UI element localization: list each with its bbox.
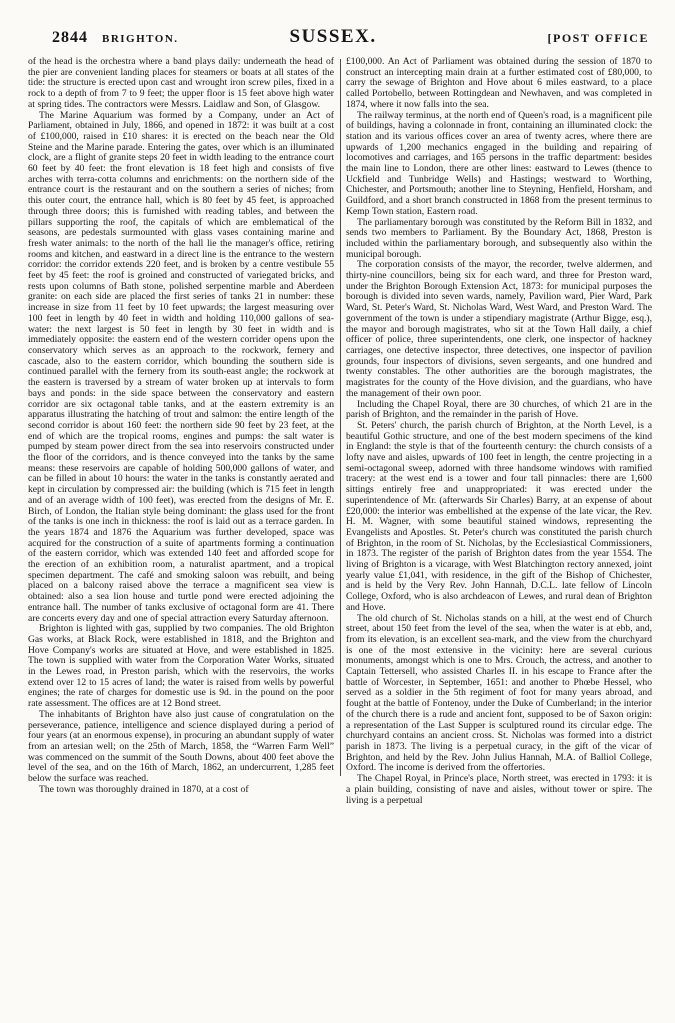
running-head-county: SUSSEX.: [289, 26, 377, 47]
paragraph-drainage-start: The town was thoroughly drained in 1870, at a cost of: [39, 783, 249, 795]
paragraph-chapel-royal: The Chapel Royal, in Prince's place, North street, was erected in 1793: it is a plain building, consisting of nave and aisles, without tower or spire. The living is a perpetual: [346, 773, 652, 806]
paragraph-artesian-well: The inhabitants of Brighton have also just cause of congratulation on the perseverance, patience, intelligence and science displayed during a period of four years (at an enormous expense), in procuring an abundant supply of water from an artesian well; on the 25th of March, 1858, the “Warren Farm Well” was commenced on the summit of the South Downs, about 400 feet above the level of the sea, and on the 16th of March, 1862, an undercurrent, 1,285 feet below the surface was reached.: [28, 708, 334, 785]
running-head-place: BRIGHTON.: [102, 33, 179, 45]
running-header: [28, 26, 653, 48]
header-left: [52, 29, 179, 47]
paragraph-st-peters-church: St. Peters' church, the parish church of Brighton, at the North Level, is a beautiful Gothic structure, and one of the best modern specimens of the kind in England: the style is that of the fourteenth century: the church consists of a lofty nave and aisles, upwards of 100 feet in length, the centre projecting in a semi-octagonal sweep, adorned with three handsome windows with ramified tracery: at the west end is a tower and four tall pinnacles: there are 1,600 sittings entirely free and unappropriated: it was erected under the superintendence of Mr. (afterwards Sir Charles) Barry, at an expense of about £20,000: the interior was embellished at the expense of the late vicar, the Rev. H. M. Wagner, with some beautiful stained windows, representing the Evangelists and Apostles. St. Peter's church was constituted the parish church of Brighton, in the room of St. Nicholas, by the Ecclesiastical Commissioners, in 1873. The register of the parish of Brighton dates from the year 1554. The living of Brighton is a vicarage, with West Blatchington rectory annexed, joint yearly value £1,041, with residence, in the gift of the Bishop of Chichester, and is held by the Very Rev. John Hannah, D.C.L. late fellow of Lincoln College, Oxford, who is also archdeacon of Lewes, and rural dean of Brighton and Hove.: [346, 419, 652, 613]
paragraph-churches-count: Including the Chapel Royal, there are 30 churches, of which 21 are in the parish of Brighton, and the remainder in the parish of Hove.: [346, 398, 652, 421]
text-columns: [28, 57, 653, 806]
left-column: [28, 57, 334, 806]
page-number: 2844: [52, 29, 88, 46]
paragraph-marine-aquarium: The Marine Aquarium was formed by a Company, under an Act of Parliament, obtained in July, 1866, and opened in 1872: it was built at a cost of £100,000, raised in £10 shares: it is erected on the beach near the Old Steine and the Marine parade. Entering the gates, over which is an illuminated clock, are a flight of granite steps 20 feet in width leading to the entrance court 60 feet by 40 feet: the front elevation is 18 feet high and consists of five arches with terra-cotta columns and enrichments: on the northern side of the entrance court is the restaurant and on the southern a series of niches; from this outer court, the entrance hall, which is 80 feet by 45 feet, is approached through three doors; this is furnished with reading tables, and between the pillars supporting the roof, the capitals of which are emblematical of the seasons, are pedestals surmounted with glass vases containing marine and fresh water animals: to the north of the hall lie the manager's office, retiring rooms and kitchen, and eastward in a direct line is the entrance to the western corridor: the corridor extends 220 feet, and is broken by a centre vestibule 55 feet by 45 feet: the roof is groined and constructed of variegated bricks, and rests upon columns of Bath stone, polished serpentine marble and Aberdeen granite: on each side are placed the first series of tanks 21 in number: these increase in size from 11 feet by 10 feet upwards; the largest measuring over 100 feet in length by 40 feet in width and holding 110,000 gallons of sea-water: the next largest is 50 feet in length by 30 feet in width and is immediately opposite: the eastern end of the western corrider opens upon the conservatory which serves as an approach to the rockwork, fernery and cascade, also to the eastern corridor, which bounding the southern side is continued parallel with the fernery from its south-east angle; the rockwork at the eastern is traversed by a stream of water broken up at intervals to form bays and ponds: in the side space between the conservatory and eastern corridor are six octagonal table tanks, and at the eastern extremity is an apparatus illustrating the hatching of trout and salmon: the entire length of the second corridor is about 160 feet: the northern side 90 feet by 23 feet, at the end of which are the tropical rooms, engines and pumps: the salt water is pumped by steam power direct from the sea into reservoirs constructed under the floor of the corridors, and is thence conveyed into the tanks by the same means: these reservoirs are capable of holding 500,000 gallons of water, and can be filled in about 10 hours: the water in the tanks is constantly aerated and kept in circulation by compressed air: the building (which is 715 feet in length and of an average width of 100 feet), was erected from the designs of Mr. E. Birch, of London, the Italian style being dominant: the glass used for the front of the tanks is one inch in thickness: the roof is laid out as a terrace garden. In the years 1874 and 1876 the Aquarium was further developed, space was acquired for the construction of a suite of apartments forming a continuation of the eastern corridor, which was extended 140 feet and afforded scope for the erection of an exhibition room, a naturalist apartment, and a tropical specimen department. The café and smoking saloon was rebuilt, and being placed on a balcony raised above the terrace a magnificent sea view is obtained: also a sea lion house and turtle pond were erected adjoining the entrance hall. The number of tanks exclusive of octagonal form are 41. There are concerts every day and one of special attraction every Saturday afternoon.: [28, 109, 334, 624]
right-column: [346, 57, 652, 806]
paragraph-drainage-continuation: £100,000. An Act of Parliament was obtained during the session of 1870 to construct an intercepting main drain at a further estimated cost of £80,000, to carry the sewage of Brighton and Hove about 6 miles eastward, to a place called Portobello, between Rottingdean and Newhaven, and was completed in 1874, where it now falls into the sea.: [346, 56, 652, 110]
paragraph-parliamentary-borough: The parliamentary borough was constituted by the Reform Bill in 1832, and sends two members to Parliament. By the Boundary Act, 1868, Preston is included within the parliamentary borough, and subsequently also within the municipal borough.: [346, 216, 652, 260]
paragraph-pier-continuation: of the head is the orchestra where a band plays daily: underneath the head of the pier are convenient landing places for steamers or boats at all states of the tide: the structure is erected upon cast and wrought iron screw piles, fixed in a rock to a depth of from 7 to 9 feet; the upper floor is 15 feet above high water at spring tides. The contractors were Messrs. Laidlaw and Son, of Glasgow.: [28, 56, 334, 110]
running-head-directory: [POST OFFICE: [547, 31, 649, 45]
paragraph-st-nicholas-church: The old church of St. Nicholas stands on a hill, at the west end of Church street, about 150 feet from the level of the sea, when the water is at ebb, and, from its elevation, is an excellent sea-mark, and the view from the churchyard is one of the most extensive in the vicinity: here are several curious monuments, amongst which is one to Mrs. Crouch, the actress, and another to Captain Tettersell, who assisted Charles II. in his escape to France after the battle of Worcester, in September, 1651: and another to Phœbe Hessel, who served as a soldier in the 5th regiment of foot for many years abroad, and fought at the battle of Fontenoy, under the Duke of Cumberland; in the interior of the church there is a rude and ancient font, supposed to be of Saxon origin: a representation of the Last Supper is sculptured round its circular edge. The churchyard contains an ancient cross. St. Nicholas was formed into a district parish in 1873. The living is a perpetual curacy, in the gift of the vicar of Brighton, and held by the Rev. John Julius Hannah, M.A. of Balliol College, Oxford. The income is derived from the offertories.: [346, 612, 652, 774]
column-divider: [340, 59, 341, 776]
paragraph-corporation: The corporation consists of the mayor, the recorder, twelve aldermen, and thirty-nine councillors, being six for each ward, and three for Preston ward, under the Brighton Borough Extension Act, 1873: for municipal purposes the borough is divided into seven wards, namely, Pavilion ward, Pier Ward, Park Ward, St. Peter's Ward, St. Nicholas Ward, West Ward, and Preston Ward. The government of the town is under a stipendiary magistrate (Arthur Bigge, esq.), the mayor and borough magistrates, who sit at the Town Hall daily, a chief officer of police, three superintendents, one clerk, one inspector of hackney carriages, one detective inspector, three detectives, one inspector of pavilion grounds, four inspectors of divisions, seven sergeants, and one hundred and twenty constables. The other authorities are the borough magistrates, the magistrates for the county of the Hove division, and the guardians, who have the management of their own poor.: [346, 259, 652, 399]
paragraph-railway-terminus: The railway terminus, at the north end of Queen's road, is a magnificent pile of buildings, having a colonnade in front, containing an illuminated clock: the station and its various offices cover an area of twenty acres, where there are upwards of 1,200 mechanics engaged in the building and repairing of locomotives and carriages, and 165 persons in the traffic department: besides the main line to London, there are other lines: eastward to Lewes (thence to Uckfield and Tunbridge Wells) and Hastings; westward to Worthing, Chichester, and Portsmouth; another line to Steyning, Henfield, Horsham, and Guildford, and a short branch constructed in 1868 from the present terminus to Kemp Town station, Eastern road.: [346, 109, 652, 217]
paragraph-gas-and-water: Brighton is lighted with gas, supplied by two companies. The old Brighton Gas works, at Black Rock, were established in 1818, and the Brighton and Hove Company's works are situated at Hove, and were established in 1825. The town is supplied with water from the Corporation Water Works, situated in the Lewes road, in Preston parish, which with the reservoirs, the works extend over 12 to 15 acres of land; the water is raised from wells by powerful engines; the rate of charges for domestic use is 9d. in the pound on the poor rate assessment. The offices are at 12 Bond street.: [28, 623, 334, 710]
